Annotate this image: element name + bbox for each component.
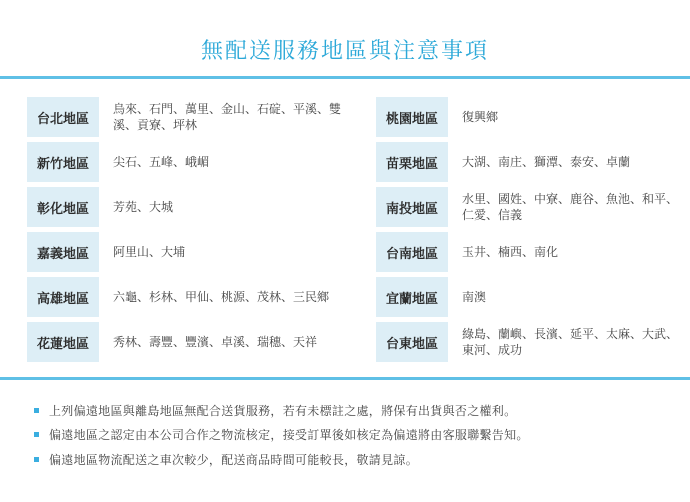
bottom-divider (0, 377, 690, 380)
list-item (34, 451, 674, 467)
region-label: 高雄地區 (27, 277, 99, 317)
note-text: 偏遠地區之認定由本公司合作之物流核定，接受訂單後如核定為偏遠將由客服聯繫告知。 (49, 428, 529, 442)
region-label: 台南地區 (376, 232, 448, 272)
region-towns: 復興鄉 (462, 110, 499, 124)
notes-list (34, 402, 674, 476)
region-row-nantou (376, 187, 678, 227)
region-label: 南投地區 (376, 187, 448, 227)
region-label: 彰化地區 (27, 187, 99, 227)
square-bullet-icon (34, 432, 39, 437)
region-row-taipei (27, 97, 354, 137)
square-bullet-icon (34, 457, 39, 462)
list-item (34, 427, 674, 443)
region-towns: 水里、國姓、中寮、鹿谷、魚池、和平、仁愛、信義 (462, 192, 679, 222)
square-bullet-icon (34, 408, 39, 413)
region-towns: 芳苑、大城 (113, 200, 174, 214)
region-towns: 南澳 (462, 290, 487, 304)
region-row-yilan (376, 277, 678, 317)
region-towns: 大湖、南庄、獅潭、泰安、卓蘭 (462, 155, 631, 169)
region-label: 桃園地區 (376, 97, 448, 137)
region-row-miaoli (376, 142, 678, 182)
region-row-hsinchu (27, 142, 354, 182)
region-towns: 六龜、杉林、甲仙、桃源、茂林、三民鄉 (113, 290, 330, 304)
region-towns: 玉井、楠西、南化 (462, 245, 559, 259)
region-label: 苗栗地區 (376, 142, 448, 182)
region-label: 花蓮地區 (27, 322, 99, 362)
page-title: 無配送服務地區與注意事項 (200, 39, 489, 64)
region-row-kaohsiung (27, 277, 354, 317)
region-towns: 綠島、蘭嶼、長濱、延平、太麻、大武、東河、成功 (462, 327, 679, 357)
region-row-tainan (376, 232, 678, 272)
region-label: 台北地區 (27, 97, 99, 137)
region-towns: 秀林、壽豐、豐濱、卓溪、瑞穗、天祥 (113, 335, 318, 349)
region-label: 台東地區 (376, 322, 448, 362)
region-towns: 阿里山、大埔 (113, 245, 186, 259)
region-label: 新竹地區 (27, 142, 99, 182)
region-label: 嘉義地區 (27, 232, 99, 272)
note-text: 上列偏遠地區與離島地區無配合送貨服務，若有未標註之處，將保有出貨與否之權利。 (49, 403, 517, 418)
region-row-taitung (376, 322, 678, 362)
list-item (34, 402, 674, 418)
region-towns: 尖石、五峰、峨嵋 (113, 155, 210, 169)
region-row-changhua (27, 187, 354, 227)
region-row-taoyuan (376, 97, 678, 137)
region-row-hualien (27, 322, 354, 362)
note-text: 偏遠地區物流配送之車次較少，配送商品時間可能較長，敬請見諒。 (49, 452, 419, 467)
region-label: 宜蘭地區 (376, 277, 448, 317)
region-towns: 烏來、石門、萬里、金山、石碇、平溪、雙溪、貢寮、坪林 (113, 102, 342, 132)
top-divider (0, 76, 690, 79)
region-row-chiayi (27, 232, 354, 272)
